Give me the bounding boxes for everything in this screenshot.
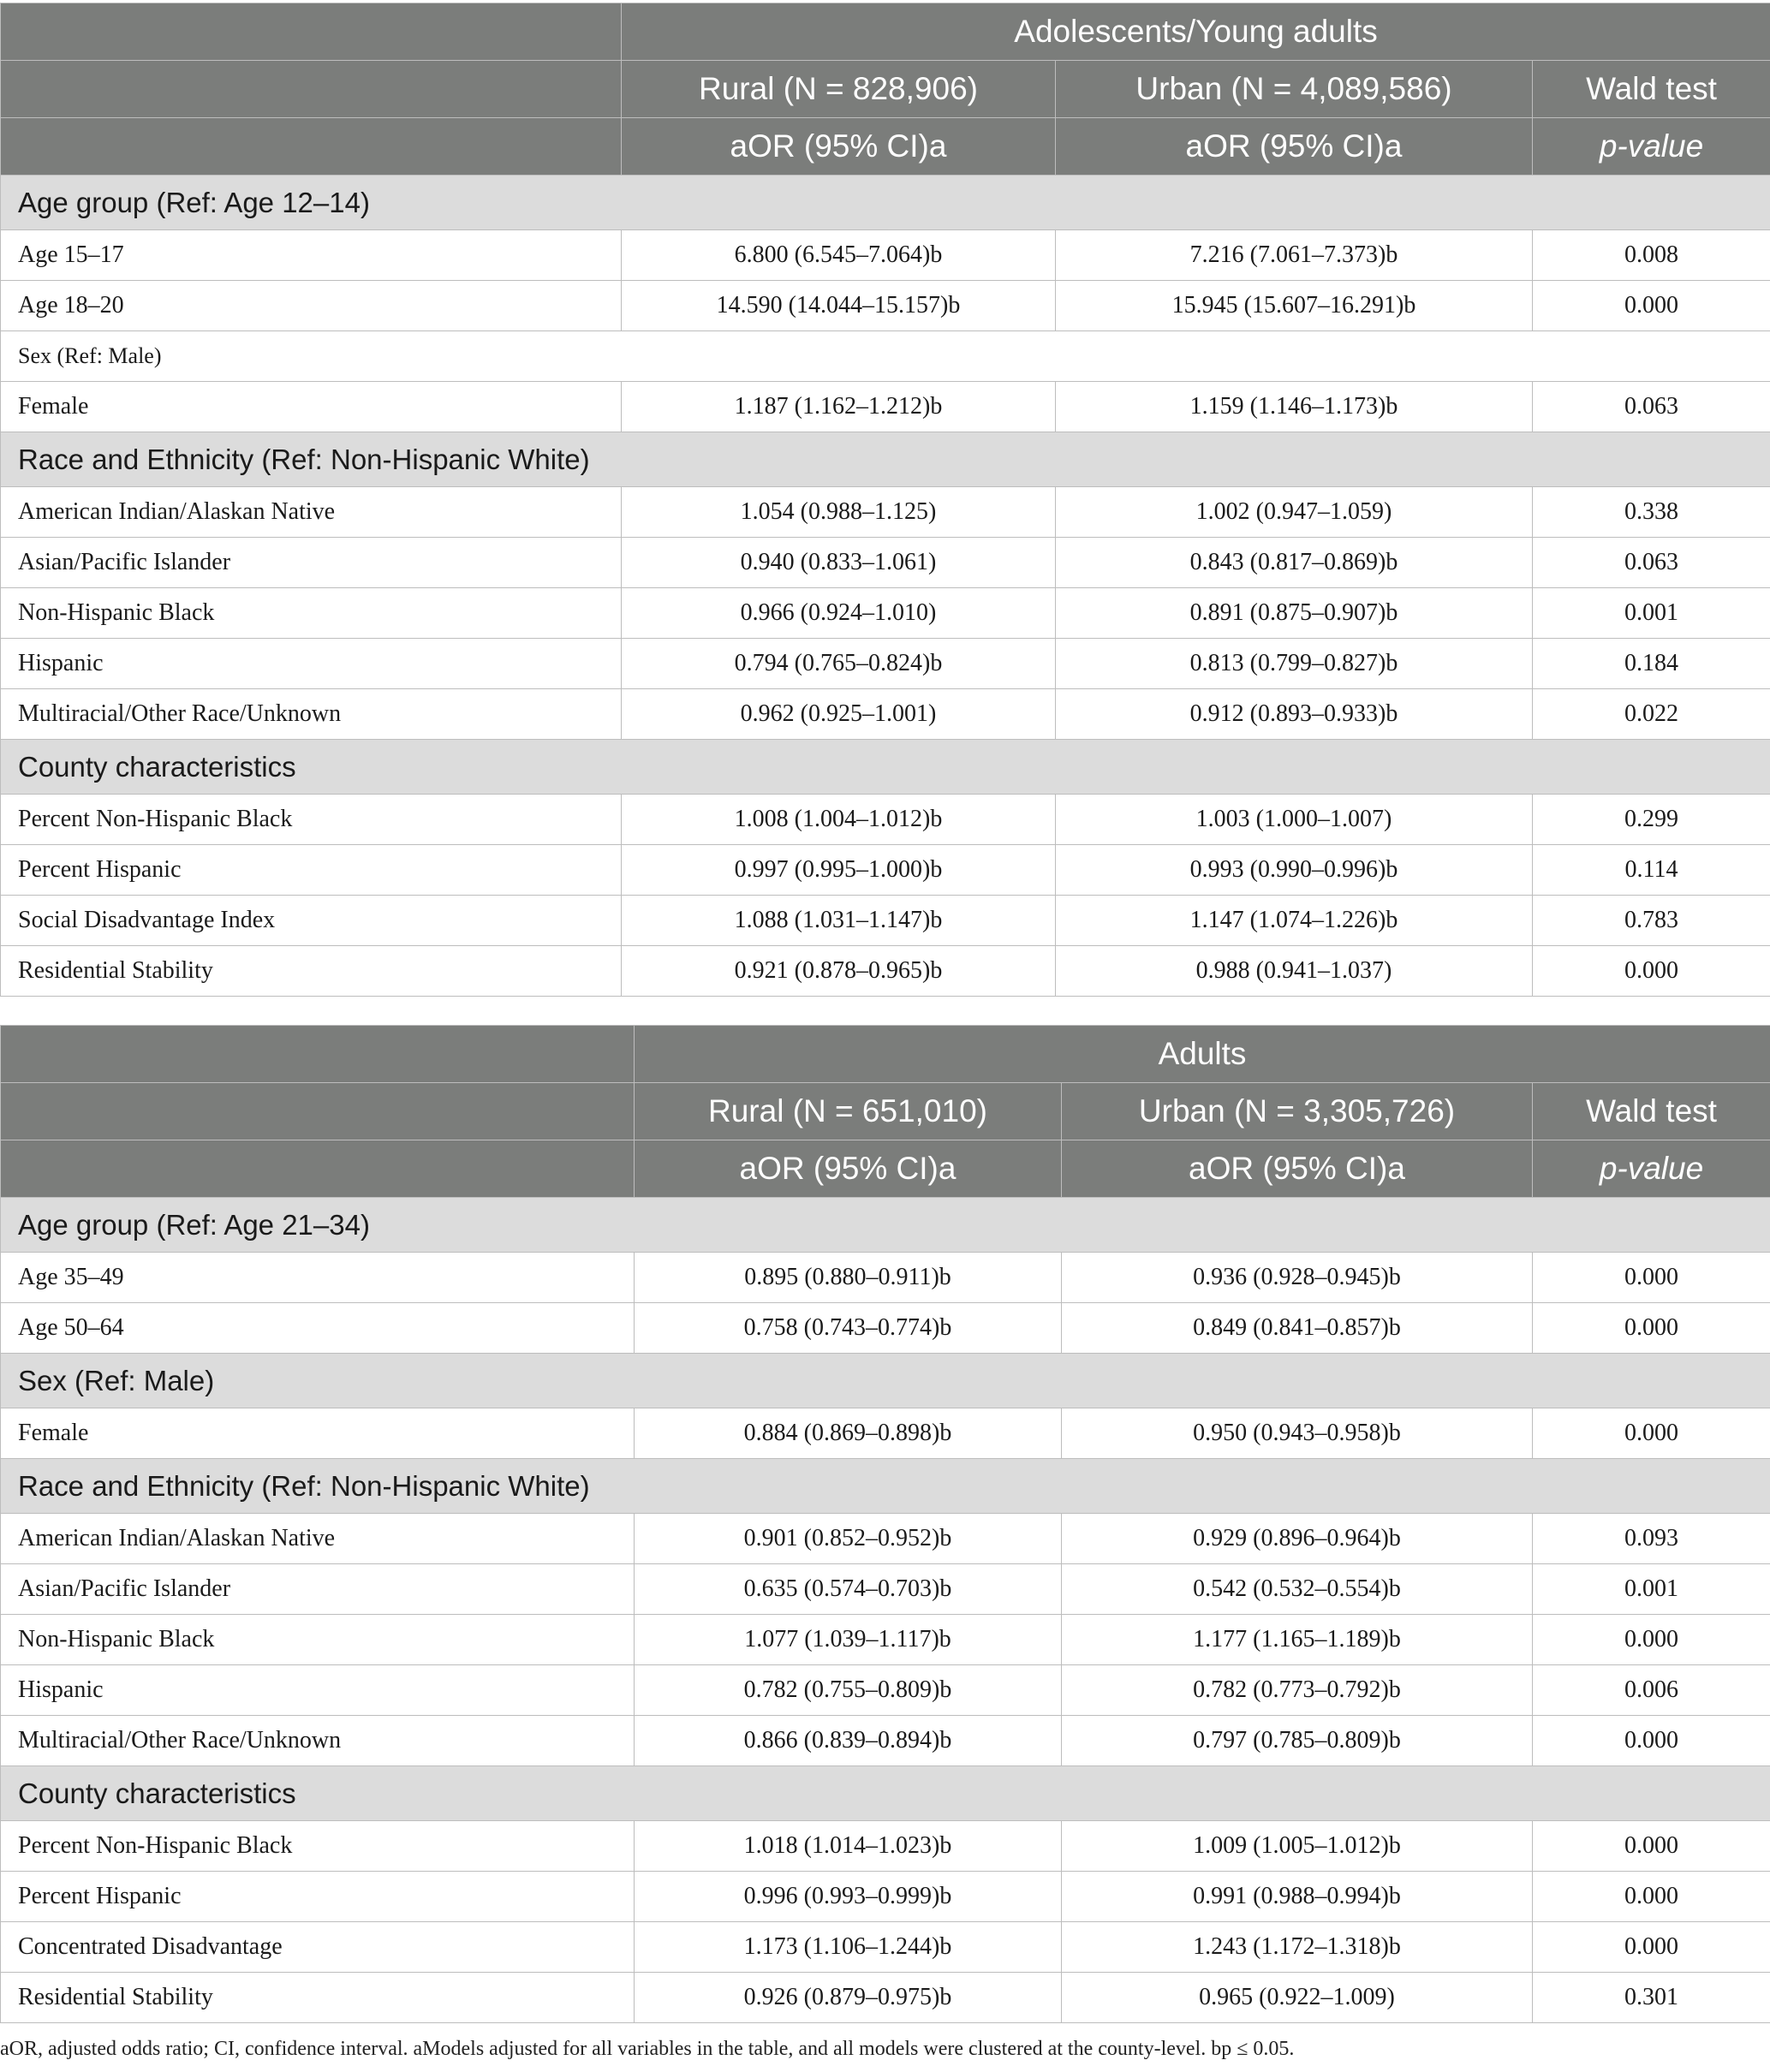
p-value: 0.338	[1533, 487, 1770, 538]
rural-value: 1.173 (1.106–1.244)b	[635, 1922, 1062, 1973]
row-label: Age 15–17	[1, 230, 622, 281]
pvalue-label: p-value	[1599, 128, 1704, 164]
table-row	[1, 1872, 1770, 1922]
table-row	[1, 1253, 1770, 1303]
row-label: Percent Non-Hispanic Black	[1, 795, 622, 845]
row-label: Age 18–20	[1, 281, 622, 331]
urban-value: 1.003 (1.000–1.007)	[1056, 795, 1533, 845]
urban-value: 0.988 (0.941–1.037)	[1056, 946, 1533, 997]
urban-value: 0.813 (0.799–0.827)b	[1056, 639, 1533, 689]
group-header: Adults	[635, 1026, 1770, 1083]
section-county: County characteristics	[1, 1766, 1770, 1821]
urban-value: 0.936 (0.928–0.945)b	[1062, 1253, 1533, 1303]
urban-value: 0.849 (0.841–0.857)b	[1062, 1303, 1533, 1354]
table-row	[1, 1408, 1770, 1459]
p-value: 0.000	[1533, 1872, 1770, 1922]
table-row	[1, 639, 1770, 689]
urban-value: 1.243 (1.172–1.318)b	[1062, 1922, 1533, 1973]
row-label: Multiracial/Other Race/Unknown	[1, 1716, 635, 1766]
urban-value: 7.216 (7.061–7.373)b	[1056, 230, 1533, 281]
rural-header: Rural (N = 828,906)	[622, 61, 1056, 118]
p-value: 0.000	[1533, 1408, 1770, 1459]
row-label: Hispanic	[1, 639, 622, 689]
rural-value: 0.996 (0.993–0.999)b	[635, 1872, 1062, 1922]
section-race: Race and Ethnicity (Ref: Non-Hispanic White)	[1, 432, 1770, 487]
row-label: Asian/Pacific Islander	[1, 538, 622, 588]
urban-value: 0.993 (0.990–0.996)b	[1056, 845, 1533, 896]
urban-value: 1.009 (1.005–1.012)b	[1062, 1821, 1533, 1872]
table-row	[1, 1564, 1770, 1615]
rural-header: Rural (N = 651,010)	[635, 1083, 1062, 1140]
p-value: 0.063	[1533, 538, 1770, 588]
table-row	[1, 230, 1770, 281]
table-row	[1, 1821, 1770, 1872]
rural-value: 0.940 (0.833–1.061)	[622, 538, 1056, 588]
urban-header: Urban (N = 4,089,586)	[1056, 61, 1533, 118]
urban-value: 15.945 (15.607–16.291)b	[1056, 281, 1533, 331]
row-label: Percent Hispanic	[1, 1872, 635, 1922]
table-row	[1, 1716, 1770, 1766]
p-value: 0.000	[1533, 946, 1770, 997]
urban-value: 0.782 (0.773–0.792)b	[1062, 1665, 1533, 1716]
urban-value: 0.912 (0.893–0.933)b	[1056, 689, 1533, 740]
row-label: Non-Hispanic Black	[1, 1615, 635, 1665]
rural-value: 1.187 (1.162–1.212)b	[622, 382, 1056, 432]
table-row	[1, 689, 1770, 740]
urban-value: 0.542 (0.532–0.554)b	[1062, 1564, 1533, 1615]
section-sex: Sex (Ref: Male)	[1, 331, 1770, 382]
adolescents-table	[0, 3, 1770, 997]
section-age: Age group (Ref: Age 12–14)	[1, 176, 1770, 230]
row-label: American Indian/Alaskan Native	[1, 487, 622, 538]
p-value: 0.000	[1533, 1253, 1770, 1303]
header-blank	[1, 1083, 635, 1140]
header-blank	[1, 1026, 635, 1083]
section-race: Race and Ethnicity (Ref: Non-Hispanic White)	[1, 1459, 1770, 1514]
table-row	[1, 1303, 1770, 1354]
row-label: American Indian/Alaskan Native	[1, 1514, 635, 1564]
p-value: 0.000	[1533, 1922, 1770, 1973]
aor-header-urban: aOR (95% CI)a	[1062, 1140, 1533, 1198]
rural-value: 0.966 (0.924–1.010)	[622, 588, 1056, 639]
table-row	[1, 946, 1770, 997]
row-label: Non-Hispanic Black	[1, 588, 622, 639]
pvalue-header	[1533, 1140, 1770, 1198]
rural-value: 0.901 (0.852–0.952)b	[635, 1514, 1062, 1564]
table-row	[1, 1922, 1770, 1973]
rural-value: 0.794 (0.765–0.824)b	[622, 639, 1056, 689]
rural-value: 1.054 (0.988–1.125)	[622, 487, 1056, 538]
p-value: 0.022	[1533, 689, 1770, 740]
wald-header: Wald test	[1533, 61, 1770, 118]
p-value: 0.000	[1533, 1821, 1770, 1872]
row-label: Female	[1, 382, 622, 432]
section-age: Age group (Ref: Age 21–34)	[1, 1198, 1770, 1253]
urban-value: 1.002 (0.947–1.059)	[1056, 487, 1533, 538]
rural-value: 0.758 (0.743–0.774)b	[635, 1303, 1062, 1354]
rural-value: 0.884 (0.869–0.898)b	[635, 1408, 1062, 1459]
rural-value: 0.782 (0.755–0.809)b	[635, 1665, 1062, 1716]
rural-value: 0.962 (0.925–1.001)	[622, 689, 1056, 740]
rural-value: 1.008 (1.004–1.012)b	[622, 795, 1056, 845]
row-label: Age 50–64	[1, 1303, 635, 1354]
rural-value: 0.895 (0.880–0.911)b	[635, 1253, 1062, 1303]
row-label: Asian/Pacific Islander	[1, 1564, 635, 1615]
group-header: Adolescents/Young adults	[622, 3, 1770, 61]
table-row	[1, 588, 1770, 639]
table-row	[1, 1615, 1770, 1665]
header-blank	[1, 3, 622, 61]
p-value: 0.001	[1533, 1564, 1770, 1615]
p-value: 0.783	[1533, 896, 1770, 946]
p-value: 0.063	[1533, 382, 1770, 432]
table-row	[1, 845, 1770, 896]
pvalue-label: p-value	[1599, 1151, 1704, 1186]
rural-value: 6.800 (6.545–7.064)b	[622, 230, 1056, 281]
table-row	[1, 795, 1770, 845]
table-row	[1, 331, 1770, 382]
table-row	[1, 1973, 1770, 2023]
p-value: 0.000	[1533, 1303, 1770, 1354]
table-row	[1, 1514, 1770, 1564]
header-blank	[1, 61, 622, 118]
row-label: Age 35–49	[1, 1253, 635, 1303]
table-row	[1, 382, 1770, 432]
row-label: Residential Stability	[1, 946, 622, 997]
p-value: 0.000	[1533, 1615, 1770, 1665]
row-label: Female	[1, 1408, 635, 1459]
p-value: 0.301	[1533, 1973, 1770, 2023]
adults-table	[0, 1025, 1770, 2023]
p-value: 0.299	[1533, 795, 1770, 845]
table-row	[1, 1665, 1770, 1716]
p-value: 0.114	[1533, 845, 1770, 896]
row-label: Concentrated Disadvantage	[1, 1922, 635, 1973]
rural-value: 0.635 (0.574–0.703)b	[635, 1564, 1062, 1615]
p-value: 0.006	[1533, 1665, 1770, 1716]
row-label: Social Disadvantage Index	[1, 896, 622, 946]
urban-value: 0.797 (0.785–0.809)b	[1062, 1716, 1533, 1766]
section-county: County characteristics	[1, 740, 1770, 795]
rural-value: 0.866 (0.839–0.894)b	[635, 1716, 1062, 1766]
urban-value: 0.965 (0.922–1.009)	[1062, 1973, 1533, 2023]
pvalue-header	[1533, 118, 1770, 176]
rural-value: 0.926 (0.879–0.975)b	[635, 1973, 1062, 2023]
urban-value: 1.147 (1.074–1.226)b	[1056, 896, 1533, 946]
urban-value: 1.177 (1.165–1.189)b	[1062, 1615, 1533, 1665]
row-label: Percent Non-Hispanic Black	[1, 1821, 635, 1872]
row-label: Residential Stability	[1, 1973, 635, 2023]
p-value: 0.000	[1533, 1716, 1770, 1766]
p-value: 0.000	[1533, 281, 1770, 331]
table-row	[1, 487, 1770, 538]
urban-value: 0.843 (0.817–0.869)b	[1056, 538, 1533, 588]
row-label: Hispanic	[1, 1665, 635, 1716]
table-row	[1, 896, 1770, 946]
rural-value: 0.921 (0.878–0.965)b	[622, 946, 1056, 997]
urban-value: 0.929 (0.896–0.964)b	[1062, 1514, 1533, 1564]
p-value: 0.001	[1533, 588, 1770, 639]
header-blank	[1, 1140, 635, 1198]
row-label: Multiracial/Other Race/Unknown	[1, 689, 622, 740]
urban-value: 1.159 (1.146–1.173)b	[1056, 382, 1533, 432]
aor-header-rural: aOR (95% CI)a	[622, 118, 1056, 176]
aor-header-rural: aOR (95% CI)a	[635, 1140, 1062, 1198]
header-blank	[1, 118, 622, 176]
urban-value: 0.891 (0.875–0.907)b	[1056, 588, 1533, 639]
table-row	[1, 281, 1770, 331]
urban-value: 0.991 (0.988–0.994)b	[1062, 1872, 1533, 1922]
rural-value: 1.088 (1.031–1.147)b	[622, 896, 1056, 946]
p-value: 0.008	[1533, 230, 1770, 281]
urban-header: Urban (N = 3,305,726)	[1062, 1083, 1533, 1140]
rural-value: 14.590 (14.044–15.157)b	[622, 281, 1056, 331]
urban-value: 0.950 (0.943–0.958)b	[1062, 1408, 1533, 1459]
aor-header-urban: aOR (95% CI)a	[1056, 118, 1533, 176]
footnote: aOR, adjusted odds ratio; CI, confidence interval. aModels adjusted for all variables in the table, and all models were clustered at the county-level. bp ≤ 0.05.	[0, 2038, 1295, 2060]
wald-header: Wald test	[1533, 1083, 1770, 1140]
p-value: 0.184	[1533, 639, 1770, 689]
table-row	[1, 538, 1770, 588]
p-value: 0.093	[1533, 1514, 1770, 1564]
section-sex: Sex (Ref: Male)	[1, 1354, 1770, 1408]
rural-value: 1.077 (1.039–1.117)b	[635, 1615, 1062, 1665]
row-label: Percent Hispanic	[1, 845, 622, 896]
rural-value: 1.018 (1.014–1.023)b	[635, 1821, 1062, 1872]
rural-value: 0.997 (0.995–1.000)b	[622, 845, 1056, 896]
